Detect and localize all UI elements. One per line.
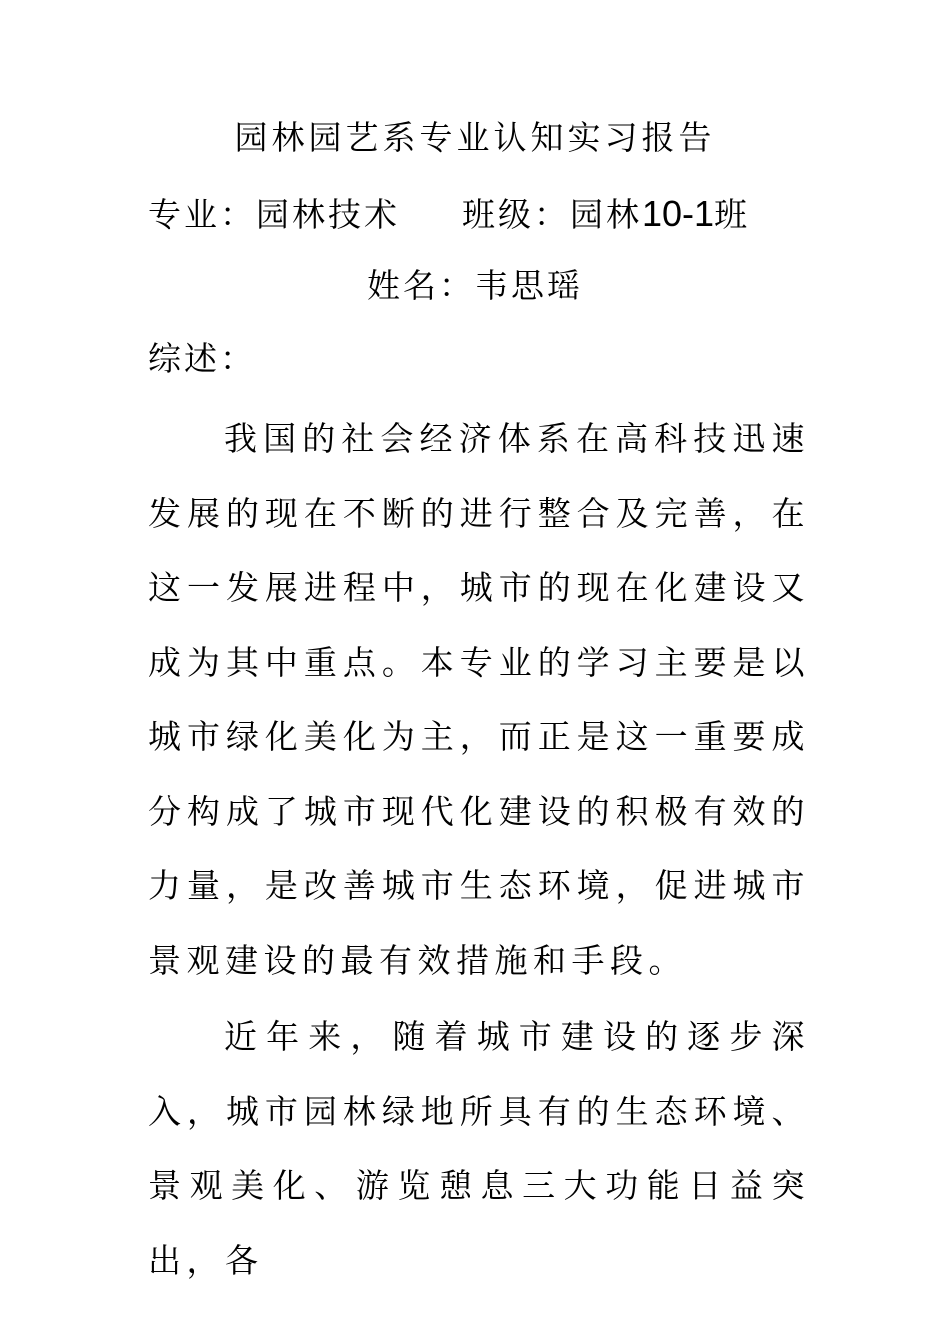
name-value: 韦思瑶 [475, 266, 583, 305]
major-value: 园林技术 [256, 195, 400, 234]
class-value-number: 10-1 [642, 193, 715, 234]
class-label: 班级： [462, 195, 570, 234]
body-paragraph: 我国的社会经济体系在高科技迅速发展的现在不断的进行整合及完善，在这一发展进程中，城市的现在化建设又成为其中重点。本专业的学习主要是以城市绿化美化为主，而正是这一重要成分构成了城市现代化建设的积极有效的力量，是改善城市生态环境，促进城市景观建设的最有效措施和手段。 [148, 419, 810, 980]
major-label: 专业： [148, 195, 256, 234]
name-label: 姓名： [367, 266, 475, 305]
major-class-line [148, 192, 808, 237]
report-title: 园林园艺系专业认知实习报告 [234, 118, 716, 157]
class-value-suffix: 班 [714, 195, 751, 234]
body-paragraph: 近年来，随着城市建设的逐步深入，城市园林绿地所具有的生态环境、景观美化、游览憩息三大功能日益突出，各 [148, 1017, 810, 1280]
summary-heading: 综述： [148, 339, 256, 378]
student-name-line [0, 264, 950, 308]
class-value-prefix: 园林 [570, 195, 642, 234]
